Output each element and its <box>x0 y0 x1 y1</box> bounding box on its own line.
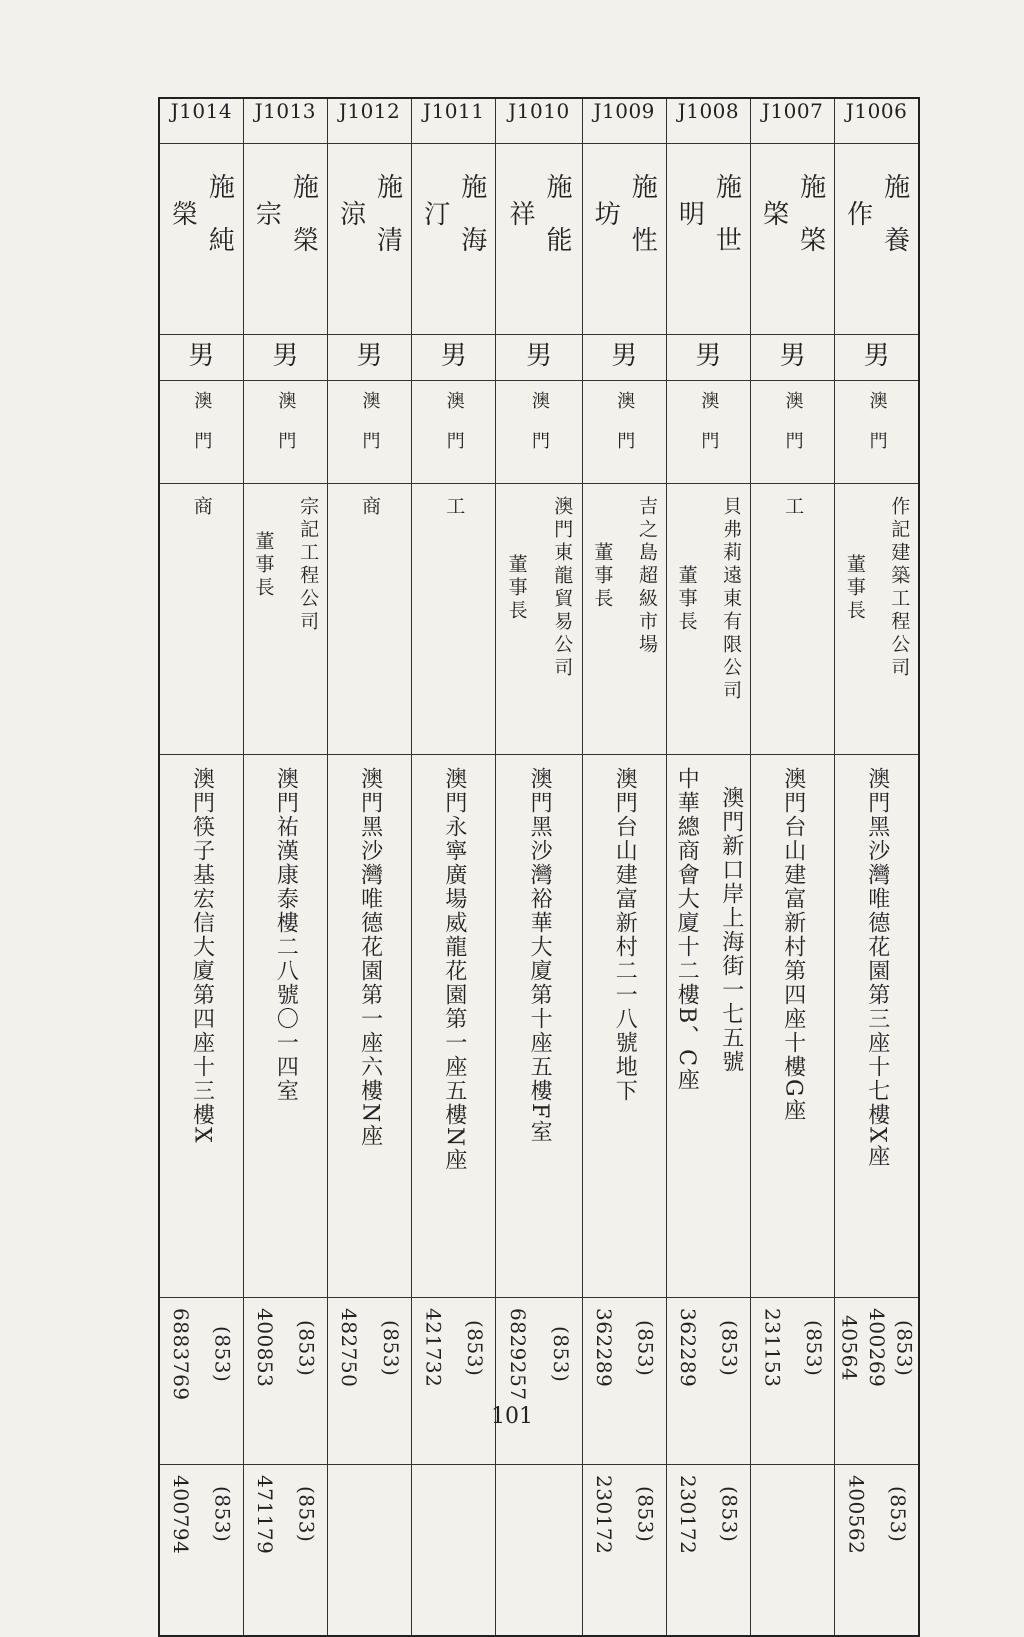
telephone-1-line: (853) <box>633 1319 658 1376</box>
telephone-1-cell <box>243 1298 327 1464</box>
sex-cell <box>327 334 411 380</box>
person-sex: 男 <box>525 340 552 371</box>
occupation-cell <box>582 484 666 755</box>
record-id: J1013 <box>254 99 317 123</box>
row-address <box>159 755 919 1298</box>
place-cell <box>412 380 496 483</box>
telephone-1-line: 362289 <box>591 1308 616 1388</box>
address-lines <box>496 755 581 1144</box>
address-lines <box>412 755 495 1172</box>
telephone-2-cell <box>582 1464 666 1636</box>
address-cell <box>412 755 496 1298</box>
telephone-2-line: 230172 <box>676 1474 701 1554</box>
residence: 澳門 <box>698 390 720 471</box>
person-name: 施純榮 <box>167 173 235 280</box>
place-cell <box>159 380 243 483</box>
occupation-line: 商 <box>358 496 381 520</box>
name-cell <box>496 144 582 335</box>
id-cell <box>327 98 411 144</box>
address-lines <box>244 755 327 1103</box>
telephone-2-cell <box>835 1464 919 1636</box>
name-cell <box>582 144 666 335</box>
telephone-1-cell <box>159 1298 243 1464</box>
residence: 澳門 <box>359 390 381 471</box>
record-id: J1012 <box>338 99 401 123</box>
occupation-line: 工 <box>782 496 805 520</box>
record-id: J1010 <box>508 99 570 123</box>
row-name <box>159 144 919 335</box>
telephone-1-line: (853) <box>210 1326 235 1383</box>
occupation-line: 商 <box>190 496 213 520</box>
telephone-1-line: (853) <box>717 1319 742 1376</box>
row-telephone-2 <box>159 1464 919 1636</box>
record-id: J1007 <box>761 99 824 123</box>
address-line: 澳門新口岸上海街一七五號 <box>718 785 744 1074</box>
address-line: 澳門台山建富新村二一八號地下 <box>612 767 638 1104</box>
telephone-1-lines <box>244 1298 327 1387</box>
telephone-1-cell <box>582 1298 666 1464</box>
place-cell <box>243 380 327 483</box>
occupation-lines <box>583 484 666 657</box>
telephone-1-line: (853) <box>294 1319 319 1376</box>
page-number: 101 <box>491 1404 533 1429</box>
occupation-line: 吉之島超級市場 <box>635 496 658 658</box>
telephone-2-line: 400794 <box>169 1474 194 1554</box>
sex-cell <box>243 334 327 380</box>
person-name: 施世明 <box>674 173 742 280</box>
record-id: J1006 <box>845 99 908 123</box>
telephone-1-lines <box>835 1298 918 1387</box>
telephone-2-cell <box>159 1464 243 1636</box>
occupation-line: 作記建築工程公司 <box>888 496 911 681</box>
row-telephone-1 <box>159 1298 919 1464</box>
occupation-lines <box>835 484 918 680</box>
telephone-1-lines <box>412 1298 495 1387</box>
telephone-1-line: 482750 <box>337 1308 362 1388</box>
telephone-1-cell <box>496 1298 582 1464</box>
telephone-2-line: 400562 <box>844 1474 869 1554</box>
telephone-2-lines <box>751 1465 834 1475</box>
sex-cell <box>666 334 750 380</box>
address-cell <box>327 755 411 1298</box>
telephone-1-line: (853) <box>801 1319 826 1376</box>
telephone-1-line: 400269 <box>865 1308 890 1388</box>
person-sex: 男 <box>440 340 467 371</box>
telephone-2-lines <box>412 1465 495 1475</box>
record-id: J1009 <box>593 99 655 123</box>
telephone-1-lines <box>583 1298 666 1387</box>
address-cell <box>159 755 243 1298</box>
telephone-2-cell <box>496 1464 582 1636</box>
person-name: 施棨棨 <box>758 173 826 280</box>
occupation-line: 董事長 <box>252 530 275 600</box>
residence: 澳門 <box>443 390 465 471</box>
occupation-lines <box>496 484 581 680</box>
occupation-line: 貝弗莉遠東有限公司 <box>720 496 743 704</box>
person-name: 施能祥 <box>504 173 572 280</box>
person-name: 施養作 <box>842 173 910 280</box>
telephone-1-cell <box>835 1298 919 1464</box>
address-line: 澳門黑沙灣裕華大廈第十座五樓F室 <box>527 767 553 1145</box>
address-cell <box>751 755 835 1298</box>
telephone-1-cell <box>412 1298 496 1464</box>
telephone-2-lines <box>835 1465 918 1554</box>
telephone-1-line: 231153 <box>760 1308 785 1388</box>
place-cell <box>582 380 666 483</box>
telephone-2-cell <box>751 1464 835 1636</box>
occupation-cell <box>666 484 750 755</box>
telephone-1-line: 362289 <box>676 1308 701 1388</box>
residence: 澳門 <box>782 390 804 471</box>
occupation-cell <box>496 484 582 755</box>
record-id: J1008 <box>677 99 740 123</box>
id-cell <box>159 98 243 144</box>
telephone-1-line: 400853 <box>253 1308 278 1388</box>
place-cell <box>751 380 835 483</box>
sex-cell <box>582 334 666 380</box>
id-cell <box>582 98 666 144</box>
telephone-2-lines <box>244 1465 327 1554</box>
address-line: 澳門黑沙灣唯德花園第一座六樓N座 <box>357 767 383 1149</box>
place-cell <box>327 380 411 483</box>
occupation-cell <box>751 484 835 755</box>
telephone-2-lines <box>667 1465 750 1554</box>
telephone-2-cell <box>412 1464 496 1636</box>
occupation-lines <box>751 484 834 519</box>
address-cell <box>835 755 919 1298</box>
telephone-2-lines <box>160 1465 243 1554</box>
residence: 澳門 <box>866 390 888 471</box>
occupation-line: 董事長 <box>675 565 698 635</box>
occupation-line: 董事長 <box>591 542 614 612</box>
record-id: J1011 <box>423 99 485 123</box>
address-cell <box>496 755 582 1298</box>
occupation-line: 澳門東龍貿易公司 <box>551 496 574 681</box>
address-line: 澳門台山建富新村第四座十樓G座 <box>780 767 806 1123</box>
telephone-2-line: (853) <box>633 1486 658 1543</box>
telephone-2-line: (853) <box>717 1486 742 1543</box>
address-lines <box>667 755 750 1092</box>
residence: 澳門 <box>275 390 297 471</box>
telephone-1-line: (853) <box>892 1319 917 1376</box>
place-cell <box>666 380 750 483</box>
address-line: 中華總商會大廈十二樓B、C座 <box>674 767 700 1093</box>
sex-cell <box>496 334 582 380</box>
person-sex: 男 <box>863 340 890 371</box>
person-name: 施榮宗 <box>251 173 319 280</box>
telephone-1-line: 6883769 <box>169 1308 194 1401</box>
occupation-lines <box>244 484 327 634</box>
occupation-line: 宗記工程公司 <box>297 496 320 635</box>
occupation-line: 工 <box>443 496 466 520</box>
place-cell <box>496 380 582 483</box>
telephone-2-cell <box>243 1464 327 1636</box>
address-lines <box>583 755 666 1103</box>
telephone-1-line: (853) <box>548 1326 573 1383</box>
telephone-1-line: (853) <box>463 1319 488 1376</box>
telephone-2-cell <box>666 1464 750 1636</box>
telephone-1-cell <box>666 1298 750 1464</box>
residence: 澳門 <box>191 390 213 471</box>
telephone-2-lines <box>496 1465 581 1475</box>
name-cell <box>243 144 327 335</box>
occupation-cell <box>412 484 496 755</box>
telephone-1-line: 6829257 <box>506 1308 531 1401</box>
address-cell <box>582 755 666 1298</box>
occupation-line: 董事長 <box>505 553 528 623</box>
id-cell <box>412 98 496 144</box>
id-cell <box>835 98 919 144</box>
place-cell <box>835 380 919 483</box>
address-lines <box>751 755 834 1123</box>
row-birthplace <box>159 380 919 483</box>
residence: 澳門 <box>614 390 636 471</box>
telephone-2-lines <box>583 1465 666 1554</box>
id-cell <box>496 98 582 144</box>
record-id: J1014 <box>170 99 233 123</box>
sex-cell <box>751 334 835 380</box>
telephone-2-line: (853) <box>210 1486 235 1543</box>
telephone-1-lines <box>328 1298 411 1387</box>
name-cell <box>327 144 411 335</box>
occupation-lines <box>412 484 495 519</box>
telephone-2-lines <box>328 1465 411 1475</box>
row-sex <box>159 334 919 380</box>
id-cell <box>666 98 750 144</box>
telephone-2-cell <box>327 1464 411 1636</box>
address-line: 澳門永寧廣場威龍花園第一座五樓N座 <box>441 767 467 1173</box>
address-lines <box>835 755 918 1169</box>
telephone-2-line: (853) <box>885 1486 910 1543</box>
occupation-line: 董事長 <box>843 553 866 623</box>
telephone-2-line: 471179 <box>253 1474 278 1554</box>
name-cell <box>412 144 496 335</box>
person-sex: 男 <box>356 340 383 371</box>
occupation-lines <box>328 484 411 519</box>
sex-cell <box>159 334 243 380</box>
occupation-cell <box>327 484 411 755</box>
telephone-1-cell <box>327 1298 411 1464</box>
person-sex: 男 <box>695 340 722 371</box>
occupation-cell <box>159 484 243 755</box>
telephone-1-line: 40564 <box>837 1314 862 1381</box>
telephone-1-line: 421732 <box>421 1308 446 1388</box>
name-cell <box>835 144 919 335</box>
occupation-cell <box>243 484 327 755</box>
person-sex: 男 <box>611 340 638 371</box>
telephone-1-lines <box>667 1298 750 1387</box>
address-cell <box>243 755 327 1298</box>
person-name: 施海汀 <box>419 173 487 280</box>
person-sex: 男 <box>272 340 299 371</box>
row-id <box>159 98 919 144</box>
telephone-1-cell <box>751 1298 835 1464</box>
sex-cell <box>412 334 496 380</box>
telephone-1-lines <box>751 1298 834 1387</box>
person-name: 施清涼 <box>335 173 403 280</box>
occupation-lines <box>160 484 243 519</box>
address-line: 澳門筷子基宏信大廈第四座十三樓X <box>189 767 215 1145</box>
row-occupation <box>159 484 919 755</box>
telephone-2-line: (853) <box>294 1486 319 1543</box>
telephone-1-lines <box>496 1298 581 1401</box>
name-cell <box>751 144 835 335</box>
address-cell <box>666 755 750 1298</box>
address-lines <box>160 755 243 1145</box>
telephone-1-lines <box>160 1298 243 1401</box>
occupation-cell <box>835 484 919 755</box>
address-line: 澳門祐漢康泰樓二八號〇一四室 <box>273 767 299 1104</box>
residence: 澳門 <box>528 390 550 471</box>
id-cell <box>243 98 327 144</box>
telephone-1-line: (853) <box>378 1319 403 1376</box>
name-cell <box>159 144 243 335</box>
person-sex: 男 <box>779 340 806 371</box>
occupation-lines <box>667 484 750 703</box>
telephone-2-line: 230172 <box>591 1474 616 1554</box>
person-name: 施性坊 <box>590 173 658 280</box>
address-lines <box>328 755 411 1148</box>
name-cell <box>666 144 750 335</box>
address-line: 澳門黑沙灣唯德花園第三座十七樓X座 <box>864 767 890 1169</box>
sex-cell <box>835 334 919 380</box>
person-sex: 男 <box>188 340 215 371</box>
id-cell <box>751 98 835 144</box>
